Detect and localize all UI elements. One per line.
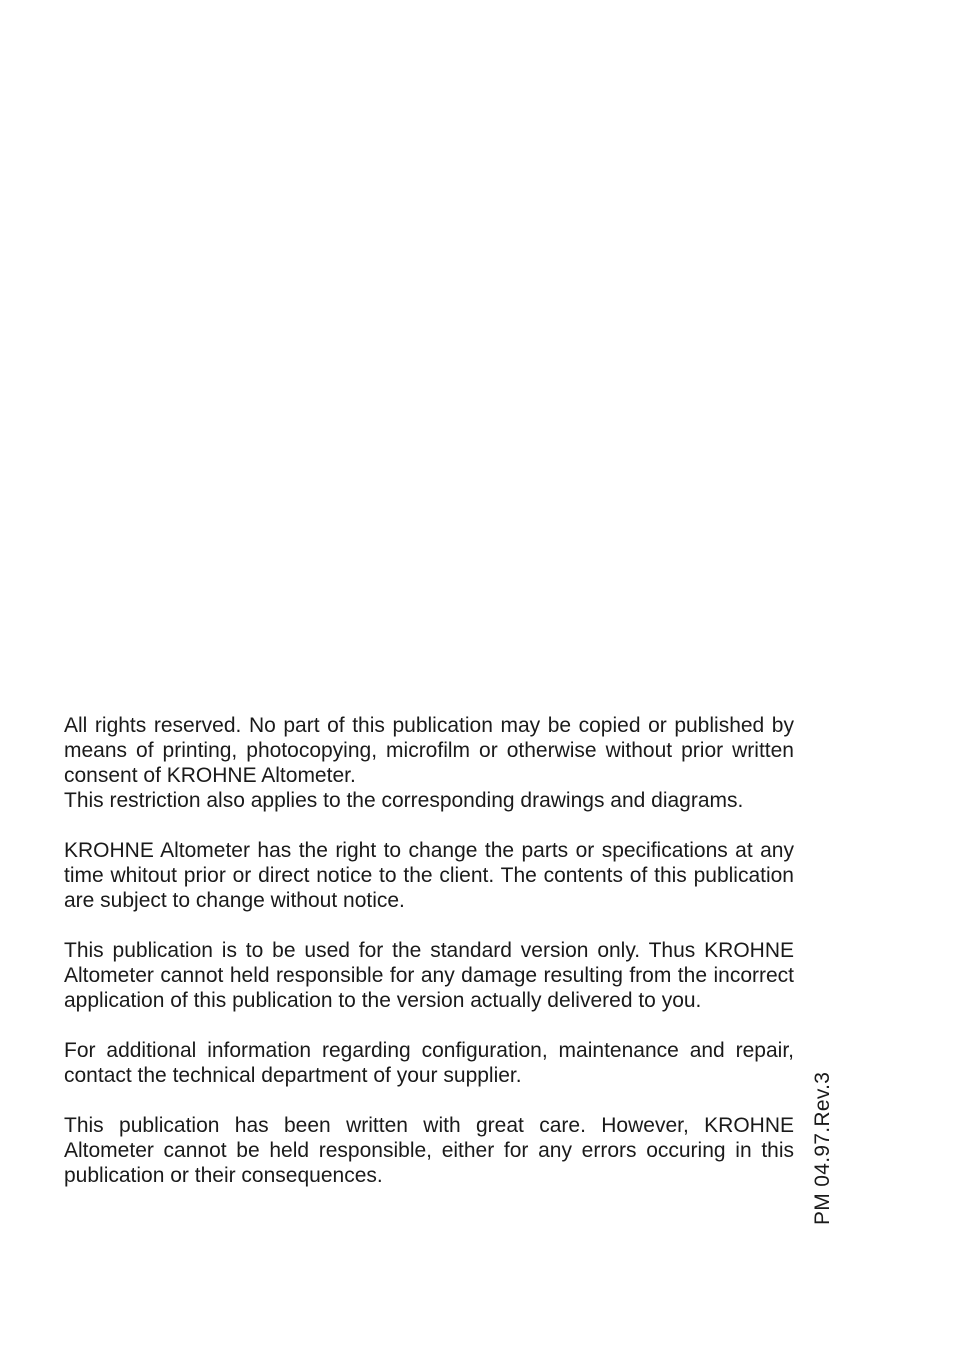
copyright-text: All rights reserved. No part of this publication may be copied or published by means of printing, photocopying, microfilm or otherwise without prior written consent of KROHNE Altometer.: [64, 714, 794, 787]
restriction-text: This restriction also applies to the corresponding drawings and diagrams.: [64, 789, 744, 812]
standard-version-text: This publication is to be used for the standard version only. Thus KROHNE Altometer cannot held responsible for any damage resulting from the incorrect application of this publication to the version actually delivered to you.: [64, 939, 794, 1012]
liability-paragraph: [64, 1113, 794, 1188]
change-rights-paragraph: [64, 838, 794, 913]
additional-info-text: For additional information regarding configuration, maintenance and repair, contact the technical department of your supplier.: [64, 1039, 794, 1087]
change-rights-text: KROHNE Altometer has the right to change the parts or specifications at any time whitout prior or direct notice to the client. The contents of this publication are subject to change without notice.: [64, 839, 794, 912]
standard-version-paragraph: [64, 938, 794, 1013]
copyright-paragraph: [64, 713, 794, 813]
liability-text: This publication has been written with great care. However, KROHNE Altometer cannot be held responsible, either for any errors occuring in this publication or their consequences.: [64, 1114, 794, 1187]
document-code: PM 04.97.Rev.3: [811, 1071, 834, 1225]
additional-info-paragraph: [64, 1038, 794, 1088]
legal-notice: [64, 713, 794, 1213]
